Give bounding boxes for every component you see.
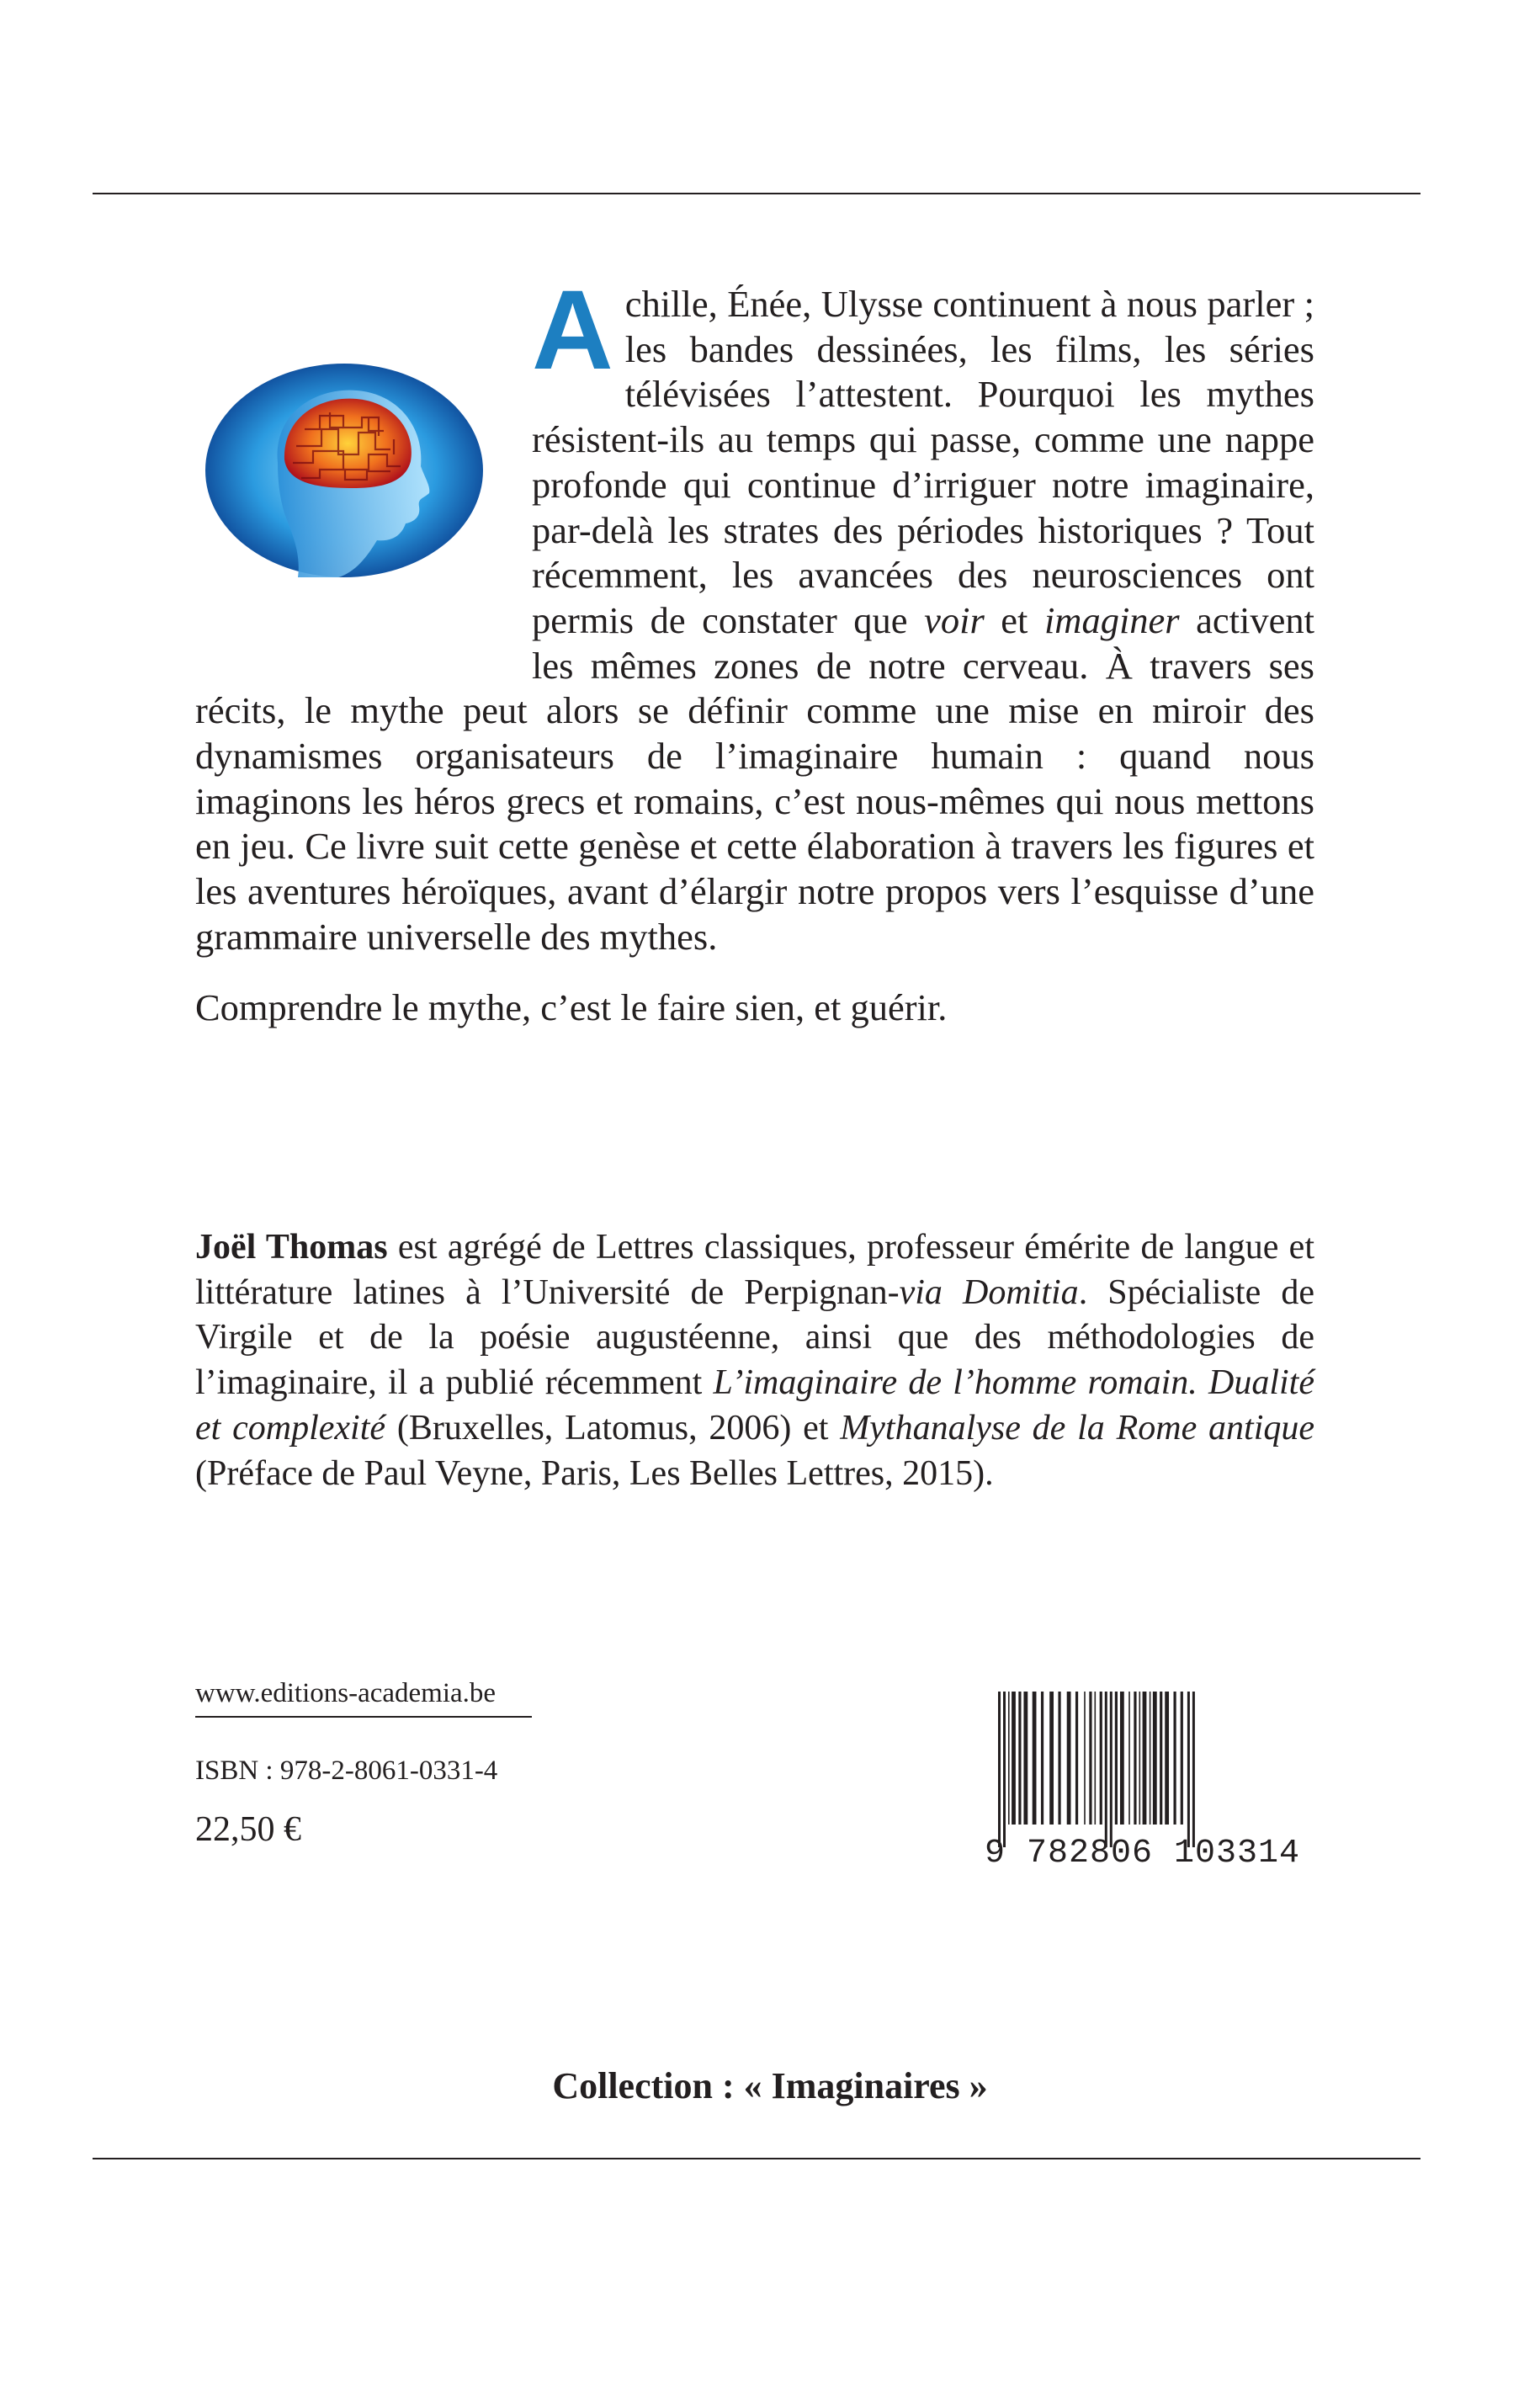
barcode-guard-bar [1105, 1692, 1107, 1847]
blurb-emphasis-voir: voir [924, 598, 985, 641]
barcode-bar [1033, 1692, 1037, 1825]
top-rule [93, 193, 1421, 194]
bio-emphasis-1: via Domitia [899, 1272, 1079, 1312]
barcode-number: 9 782806 103314 [985, 1835, 1301, 1872]
barcode-bar [1153, 1692, 1157, 1825]
barcode-bar [1150, 1692, 1151, 1825]
illustration-slot [195, 282, 532, 644]
barcode-guard-bar [1192, 1692, 1195, 1847]
barcode-bar [1075, 1692, 1078, 1825]
bottom-rule [93, 2158, 1421, 2159]
bio-emphasis-3: Mythanalyse de la Rome antique [840, 1408, 1315, 1447]
barcode-bar [1023, 1692, 1028, 1825]
barcode-bar [1181, 1692, 1183, 1825]
barcode-bar [1160, 1692, 1162, 1825]
barcode-guard-bar [1110, 1692, 1113, 1847]
blurb-text-2: et [984, 598, 1044, 641]
barcode-bar [1058, 1692, 1060, 1825]
barcode-guard-bar [1003, 1692, 1006, 1847]
author-name: Joël Thomas [195, 1228, 388, 1267]
barcode-bar [1139, 1692, 1141, 1825]
barcode-bar [1100, 1692, 1102, 1825]
barcode-bar [1089, 1692, 1091, 1825]
bio-text-1: est agrégé de Lettres classiques, professeur émérite de langue et littérature latines à l’Université de Perpignan- [195, 1228, 1314, 1312]
blurb-text-1: chille, Énée, Ulysse continuent à nous parler ; les bandes dessinées, les films, les séries télévisées l’attestent. Pourquoi les mythes résistent-ils au temps qui passe, comme une nappe profonde qui continue d’irriguer notre imaginaire, par-delà les strates des périodes historiques ? Tout récemment, les avancées des neurosciences ont permis de constater que [532, 283, 1314, 641]
barcode-bar [1165, 1692, 1169, 1825]
blurb-tagline: Comprendre le mythe, c’est le faire sien, et guérir. [195, 985, 948, 1028]
collection-title: Collection : « Imaginaires » [552, 2065, 988, 2106]
barcode-bar [1095, 1692, 1097, 1825]
author-bio [195, 1225, 1314, 1496]
isbn: ISBN : 978-2-8061-0331-4 [195, 1756, 498, 1786]
barcode-bar [1134, 1692, 1136, 1825]
back-cover-blurb [195, 268, 1314, 1030]
bio-text-4: (Préface de Paul Veyne, Paris, Les Belles Lettres, 2015). [195, 1453, 994, 1493]
barcode-bar [1012, 1692, 1016, 1825]
barcode-bar [1128, 1692, 1130, 1825]
blurb-emphasis-imaginer: imaginer [1043, 598, 1180, 641]
drop-cap: A [532, 268, 613, 393]
bio-text-3: (Bruxelles, Latomus, 2006) et [385, 1408, 841, 1447]
blurb-text-3: activent les mêmes zones de notre cerveau. À travers ses récits, le mythe peut alors se définir comme une mise en miroir des dynamismes organisateurs de l’imaginaire humain : quand nous imaginons les héros grecs et romains, c’est nous-mêmes qui nous mettons en jeu. Ce livre suit cette genèse et cette élaboration à travers les figures et les aventures héroïques, avant d’élargir notre propos vers l’esquisse d’une grammaire universelle des mythes. [195, 598, 1314, 958]
barcode-bar [1041, 1692, 1043, 1825]
barcode-bar [1115, 1692, 1118, 1825]
publisher-url: www.editions-academia.be [195, 1678, 532, 1718]
barcode-bar [1067, 1692, 1071, 1825]
barcode-bar [1008, 1692, 1010, 1825]
barcode-bar [1018, 1692, 1021, 1825]
barcode-bar [1143, 1692, 1147, 1825]
barcode-bar [1084, 1692, 1086, 1825]
barcode-bar [1049, 1692, 1054, 1825]
barcode-bar [1120, 1692, 1124, 1825]
price: 22,50 € [195, 1810, 301, 1849]
barcode-bar [1174, 1692, 1176, 1825]
barcode-guard-bar [1187, 1692, 1190, 1847]
bio-text-2: . Spécialiste de Virgile et de la poésie augustéenne, ainsi que des méthodologies de l’imaginaire, il a publié récemment [195, 1272, 1314, 1403]
bio-emphasis-2: L’imaginaire de l’homme romain. Dualité et complexité [195, 1363, 1314, 1447]
barcode-guard-bar [998, 1692, 1001, 1847]
